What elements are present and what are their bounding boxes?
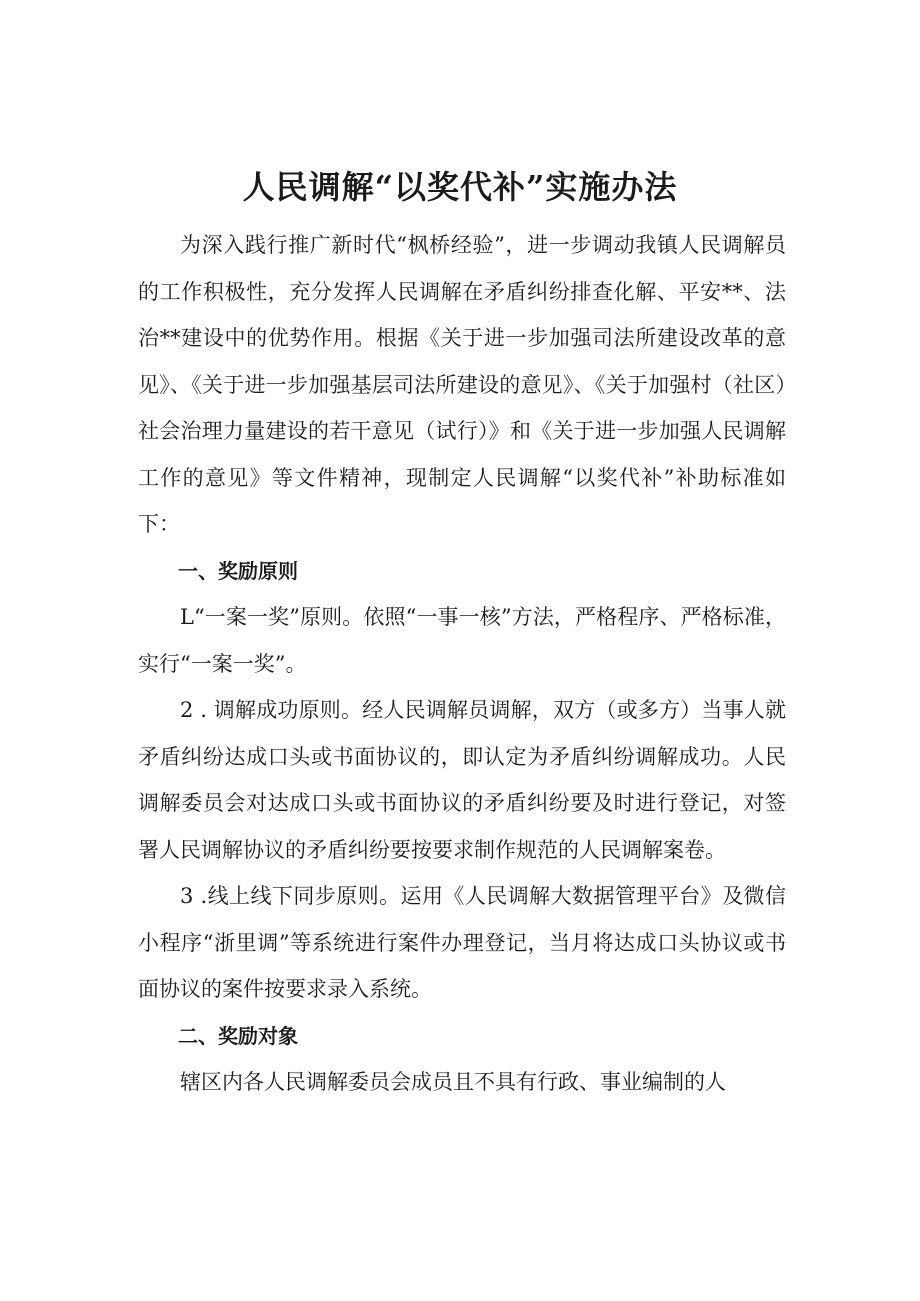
document-title: 人民调解“以奖代补”实施办法 (242, 168, 678, 207)
section-heading-reward-targets: 二、奖励对象 (178, 1023, 298, 1048)
reward-targets-paragraph: 辖区内各人民调解委员会成员且不具有行政、事业编制的人 (180, 1070, 726, 1094)
intro-paragraph: 为深入践行推广新时代“枫桥经验”，进一步调动我镇人民调解员的工作积极性，充分发挥人民调解在矛盾纠纷排查化解、平安**、法治**建设中的优势作用。根据《关于进一步加强司法所建设改革的意见》、《关于进一步加强基层司法所建设的意见》、《关于加强村（社区）社会治理力量建设的若干意见（试行）》和《关于进一步加强人民调解工作的意见》等文件精神，现制定人民调解“以奖代补”补助标准如下： (138, 233, 786, 536)
document-body (138, 222, 786, 1106)
principle-item-1: L“一案一奖”原则。依照“一事一核”方法，严格程序、严格标准，实行“一案一奖”。 (138, 605, 786, 676)
principle-item-3: 3 .线上线下同步原则。运用《人民调解大数据管理平台》及微信小程序“浙里调”等系统进行案件办理登记，当月将达成口头协议或书面协议的案件按要求录入系统。 (138, 884, 786, 1001)
section-heading-reward-principles: 一、奖励原则 (178, 558, 298, 583)
principle-item-2: 2 . 调解成功原则。经人民调解员调解，双方（或多方）当事人就矛盾纠纷达成口头或书面协议的，即认定为矛盾纠纷调解成功。人民调解委员会对达成口头或书面协议的矛盾纠纷要及时进行登记，对签署人民调解协议的矛盾纠纷要按要求制作规范的人民调解案卷。 (138, 698, 786, 862)
